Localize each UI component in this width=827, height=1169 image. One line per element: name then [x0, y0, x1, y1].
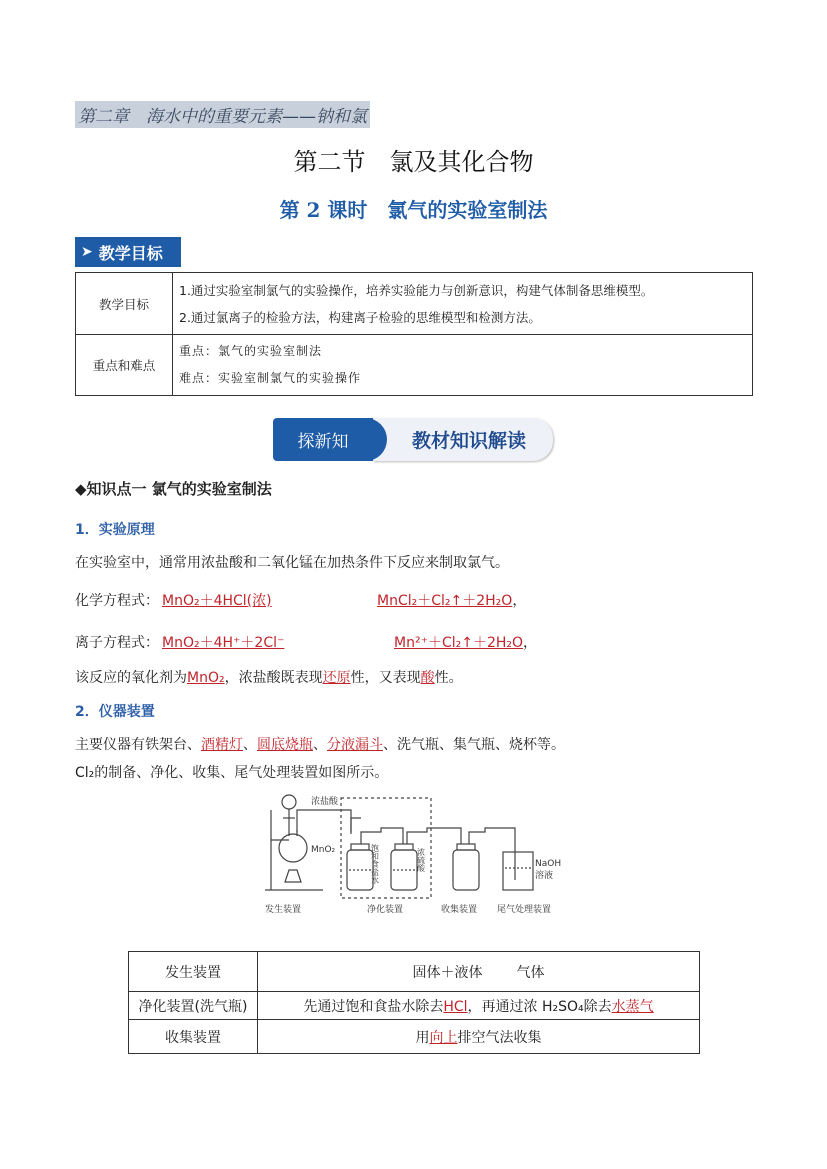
- collect-answer: 向上: [429, 1029, 458, 1046]
- label-h2so4: 浓硫酸: [416, 848, 426, 872]
- label-mno2: MnO₂: [311, 845, 336, 855]
- section-title: 第二节 氯及其化合物: [293, 148, 534, 176]
- acidic-answer: 酸: [420, 670, 435, 686]
- goals-tag-label: 教学目标: [98, 243, 163, 263]
- reducing-answer: 还原: [322, 670, 351, 686]
- principle-heading: 1．实验原理: [75, 522, 155, 538]
- caption-exhaust: 尾气处理装置: [497, 905, 552, 915]
- purify-row-value: 先通过饱和食盐水除去HCl，再通过浓 H₂SO₄除去水蒸气: [258, 992, 700, 1020]
- key-points-label: 重点和难点: [76, 335, 173, 396]
- section-banner: [273, 418, 553, 461]
- purify-answer-2: 水蒸气: [611, 998, 654, 1015]
- apparatus-table: [128, 951, 700, 1054]
- goals-tag: [75, 237, 181, 267]
- apparatus-item-3: 分液漏斗: [327, 737, 383, 753]
- label-brine: 饱和食盐水: [370, 844, 380, 884]
- difficulty-line: 难点：实验室制氯气的实验操作: [179, 371, 362, 385]
- arrow-right-icon: ➤: [81, 244, 93, 260]
- goals-table: [75, 272, 753, 396]
- ion-equation-right-wrap: Mn²⁺＋Cl₂↑＋2H₂O，: [394, 635, 538, 651]
- knowledge-point-title: ◆知识点一 氯气的实验室制法: [75, 480, 272, 498]
- label-solution: 溶液: [535, 871, 554, 881]
- chapter-title: 第二章 海水中的重要元素——钠和氯: [75, 101, 370, 128]
- purify-row-label: 净化装置(洗气瓶): [129, 992, 258, 1020]
- apparatus-caption: Cl₂的制备、净化、收集、尾气处理装置如图所示。: [75, 765, 389, 781]
- purify-answer-1: HCl: [443, 998, 468, 1015]
- ion-equation-left: MnO₂＋4H⁺＋2Cl⁻: [162, 635, 285, 651]
- app-row-label: 发生装置: [129, 952, 258, 992]
- apparatus-list: 主要仪器有铁架台、酒精灯、圆底烧瓶、分液漏斗、洗气瓶、集气瓶、烧杯等。: [75, 737, 565, 753]
- caption-purification: 净化装置: [367, 905, 404, 915]
- banner-left: 探新知: [273, 418, 373, 461]
- principle-intro: 在实验室中，通常用浓盐酸和二氧化锰在加热条件下反应来制取氯气。: [75, 555, 509, 571]
- lesson-title: 第 2 课时 氯气的实验室制法: [279, 198, 548, 222]
- ion-equation-right: Mn²⁺＋Cl₂↑＋2H₂O: [394, 635, 524, 651]
- apparatus-item-2: 圆底烧瓶: [257, 737, 313, 753]
- ion-equation-label: 离子方程式：: [75, 635, 159, 651]
- caption-collection: 收集装置: [441, 905, 478, 915]
- chem-equation-right: MnCl₂＋Cl₂↑＋2H₂O: [377, 593, 513, 609]
- caption-generation: 发生装置: [265, 905, 302, 915]
- key-points-content: [173, 335, 753, 396]
- collect-row-label: 收集装置: [129, 1020, 258, 1054]
- app-row-value: 固体＋液体 气体: [258, 952, 700, 992]
- goal-line-1: 1.通过实验室制氯气的实验操作，培养实验能力与创新意识，构建气体制备思维模型。: [179, 282, 654, 298]
- label-naoh: NaOH: [535, 859, 562, 869]
- oxidant-answer: MnO₂: [187, 670, 225, 686]
- apparatus-heading: 2．仪器装置: [75, 704, 155, 720]
- apparatus-item-1: 酒精灯: [201, 737, 243, 753]
- oxidant-line: 该反应的氧化剂为MnO₂，浓盐酸既表现还原性，又表现酸性。: [75, 670, 463, 686]
- chem-equation-label: 化学方程式：: [75, 593, 159, 609]
- goals-row-label: 教学目标: [76, 273, 173, 335]
- label-conc-hcl: 浓盐酸: [311, 797, 339, 807]
- banner-right: 教材知识解读: [373, 418, 553, 461]
- chem-equation-right-wrap: MnCl₂＋Cl₂↑＋2H₂O，: [377, 593, 527, 609]
- goal-line-2: 2.通过氯离子的检验方法，构建离子检验的思维模型和检测方法。: [179, 309, 541, 325]
- apparatus-diagram: [263, 790, 573, 920]
- chem-equation-left: MnO₂＋4HCl(浓): [162, 593, 272, 609]
- key-point-line: 重点：氯气的实验室制法: [179, 344, 323, 358]
- goals-row-content: [173, 273, 753, 335]
- collect-row-value: 用向上排空气法收集: [258, 1020, 700, 1054]
